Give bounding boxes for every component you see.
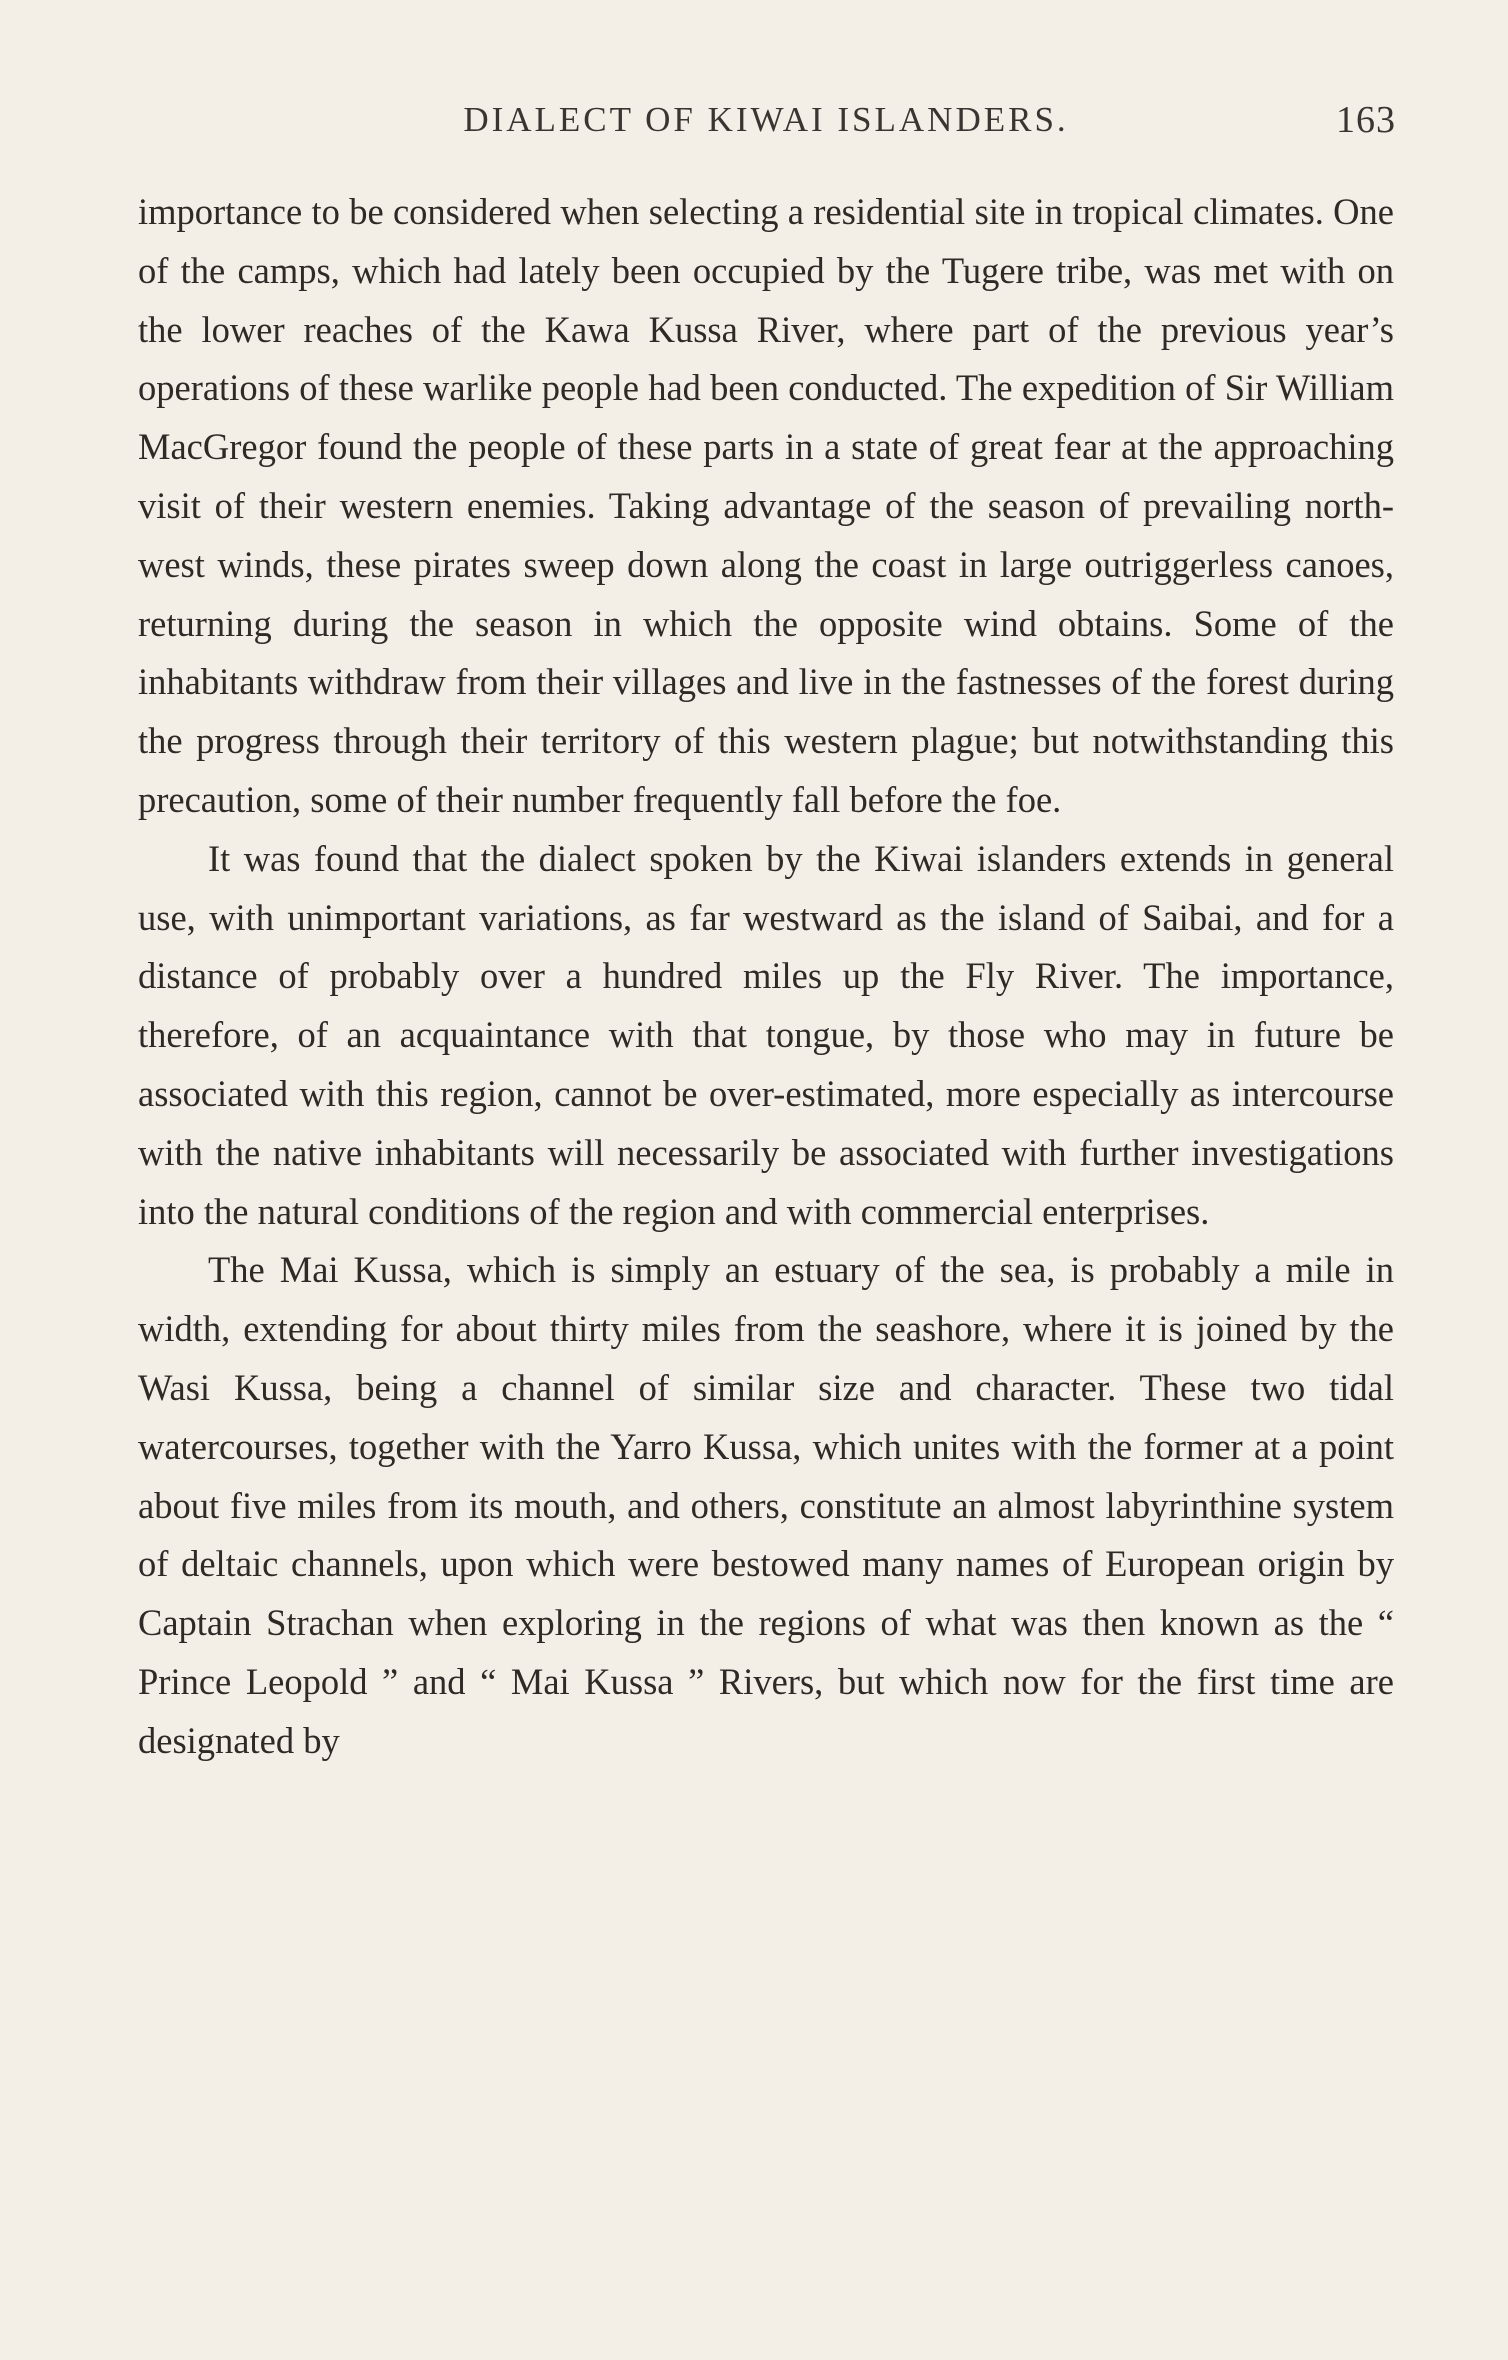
paragraph-continued: importance to be considered when selecting a residential site in tropical climates. One of the camps, which had lately been occupied by the Tugere tribe, was met with on the lower reaches of the Kawa Kussa River, where part of the previous year’s operations of these warlike people had been conducted. The expedition of Sir William MacGregor found the people of these parts in a state of great fear at the approaching visit of their western enemies. Taking advantage of the season of prevailing north-west winds, these pirates sweep down along the coast in large outriggerless canoes, returning during the season in which the opposite wind obtains. Some of the inhabitants withdraw from their villages and live in the fastnesses of the forest during the progress through their territory of this western plague; but notwithstanding this precaution, some of their number frequently fall before the foe. [138, 191, 1394, 820]
running-title: DIALECT OF KIWAI ISLANDERS. [463, 100, 1069, 139]
running-head [136, 100, 1396, 150]
paragraph-dialect-extent: It was found that the dialect spoken by the Kiwai islanders extends in general use, with unimportant variations, as far westward as the island of Saibai, and for a distance of probably over a hundred miles up the Fly River. The importance, therefore, of an acquaintance with that tongue, by those who may in future be associated with this region, cannot be over-estimated, more especially as intercourse with the native inhabitants will necessarily be associated with further investigations into the natural conditions of the region and with commercial enterprises. [138, 837, 1394, 1232]
body-text [138, 183, 1394, 1771]
paragraph-mai-kussa: The Mai Kussa, which is simply an estuary of the sea, is probably a mile in width, extending for about thirty miles from the seashore, where it is joined by the Wasi Kussa, being a channel of similar size and character. These two tidal watercourses, together with the Yarro Kussa, which unites with the former at a point about five miles from its mouth, and others, constitute an almost labyrinthine system of deltaic channels, upon which were bestowed many names of European origin by Captain Strachan when exploring in the regions of what was then known as the “ Prince Leopold ” and “ Mai Kussa ” Rivers, but which now for the first time are designated by [138, 1249, 1394, 1761]
page-number: 163 [1336, 99, 1396, 141]
